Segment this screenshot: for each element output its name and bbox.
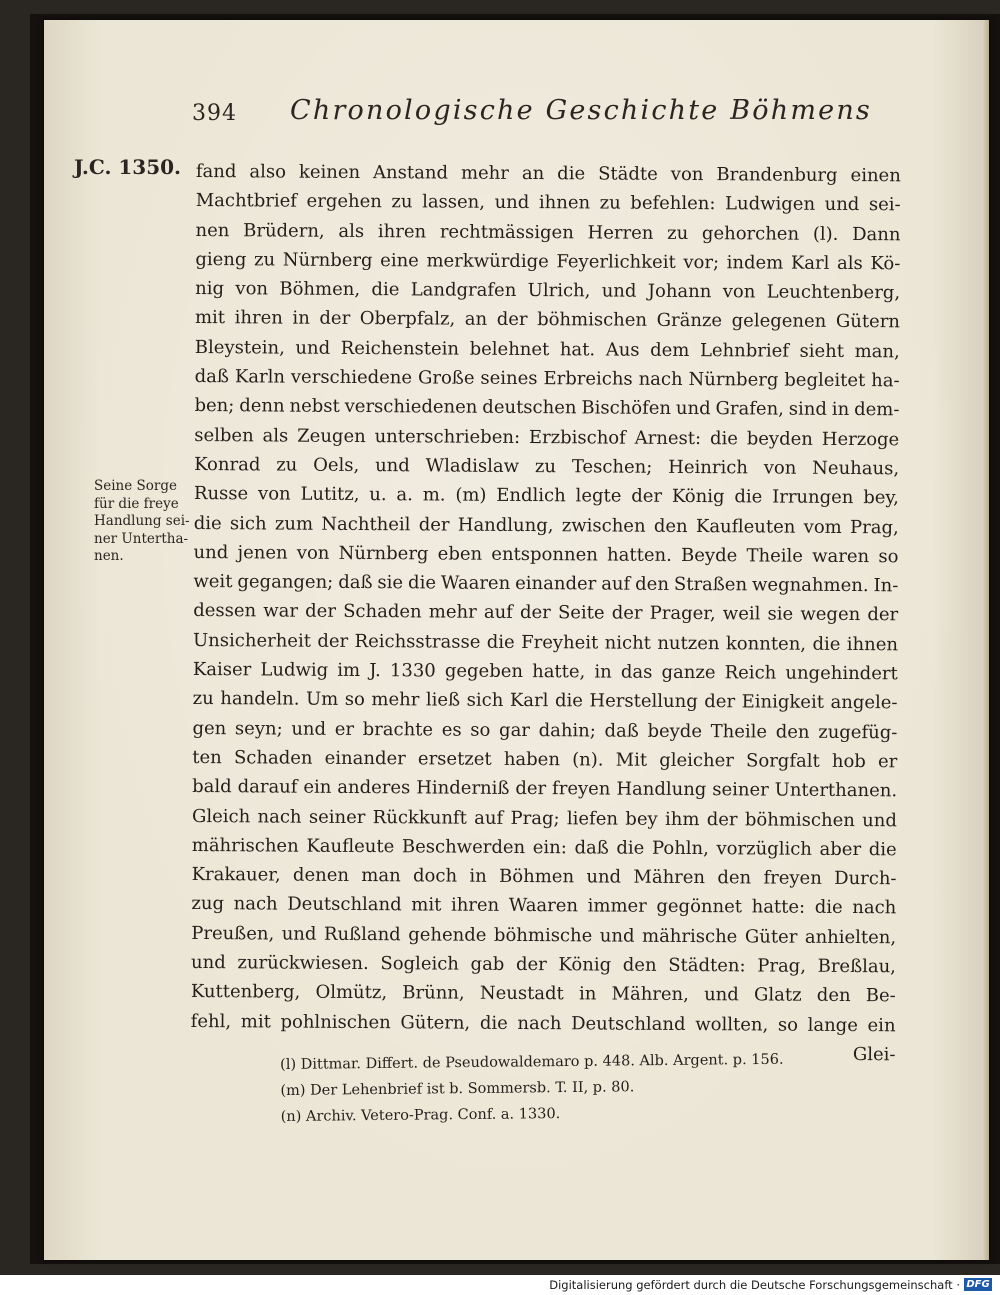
body-line: daß Karln verschiedene Große seines Erbreichs nach Nürnberg begleitet ha- [194, 366, 900, 392]
body-line: gieng zu Nürnberg eine merkwürdige Feyerlichkeit vor; indem Karl als Kö- [195, 248, 901, 275]
body-line: Russe von Lutitz, u. a. m. (m) Endlich legte der König die Irrungen bey, [193, 483, 899, 509]
body-line: Kuttenberg, Olmütz, Brünn, Neustadt in Mähren, und Glatz den Be- [190, 981, 896, 1007]
body-line: Preußen, und Rußland gehende böhmische und mährische Güter anhielten, [191, 922, 897, 949]
body-line: zug nach Deutschland mit ihren Waaren immer gegönnet hatte: die nach [191, 893, 897, 919]
page-number: 394 [192, 101, 237, 126]
body-text [190, 157, 901, 1069]
footnote-l: (l) Dittmar. Differt. de Pseudowaldemaro p. 448. Alb. Argent. p. 156. [280, 1051, 784, 1073]
footnote-m: (m) Der Lehenbrief ist b. Sommersb. T. II, p. 80. [280, 1079, 635, 1099]
footnotes [280, 1047, 784, 1130]
body-line: Bleystein, und Reichenstein belehnet hat. Aus dem Lehnbrief sieht man, [194, 336, 900, 363]
body-line: gen seyn; und er brachte es so gar dahin; daß beyde Theile den zugefüg- [192, 717, 898, 743]
body-line: weit gegangen; daß sie die Waaren einander auf den Straßen wegnahmen. In- [193, 571, 899, 597]
body-line: mährischen Kaufleute Beschwerden ein: daß die Pohln, vorzüglich aber die [191, 834, 897, 861]
body-line: zu handeln. Um so mehr ließ sich Karl die Herstellung der Einigkeit angele- [192, 688, 898, 714]
body-line: fehl, mit pohlnischen Gütern, die nach Deutschland wollten, so lange ein [190, 1010, 896, 1036]
body-line: nig von Böhmen, die Landgrafen Ulrich, und Johann von Leuchtenberg, [195, 278, 901, 304]
body-line: mit ihren in der Oberpfalz, an der böhmischen Gränze gelegenen Gütern [194, 307, 901, 333]
body-line: Unsicherheit der Reichsstrasse die Freyheit nicht nutzen konnten, die ihnen [192, 629, 899, 656]
year-marginal: J.C. 1350. [74, 155, 181, 179]
body-line: Konrad zu Oels, und Wladislaw zu Teschen; Heinrich von Neuhaus, [194, 453, 900, 480]
body-line: Krakauer, denen man doch in Böhmen und Mähren den freyen Durch- [191, 864, 897, 890]
body-line: Glei- [852, 1043, 896, 1066]
body-line: fand also keinen Anstand mehr an die Städte von Brandenburg einen [195, 160, 901, 187]
body-line: die sich zum Nachtheil der Handlung, zwischen den Kaufleuten vom Prag, [193, 512, 899, 538]
body-line: dessen war der Schaden mehr auf der Seite der Prager, weil sie wegen der [193, 600, 899, 626]
body-line: bald darauf ein anderes Hinderniß der freyen Handlung seiner Unterthanen. [192, 776, 898, 802]
body-line: nen Brüdern, als ihren rechtmässigen Herren zu gehorchen (l). Dann [195, 219, 901, 245]
margin-note-line: Handlung sei- [94, 513, 190, 529]
body-line: Machtbrief ergehen zu lassen, und ihnen zu befehlen: Ludwigen und sei- [195, 190, 901, 216]
funding-credit: Digitalisierung gefördert durch die Deutsche Forschungsgemeinschaft · [549, 1278, 960, 1292]
running-title: Chronologische Geschichte Böhmens [290, 95, 872, 126]
page-header [192, 95, 872, 135]
margin-note-line: ner Untertha- [94, 530, 189, 547]
digitization-footer [0, 1275, 1000, 1295]
margin-note-line: nen. [94, 548, 124, 564]
page-edge [983, 20, 989, 1260]
body-line: selben als Zeugen unterschrieben: Erzbischof Arnest: die beyden Herzoge [194, 424, 900, 450]
margin-note-line: für die freye [94, 495, 179, 512]
body-line: ten Schaden einander ersetzet haben (n). Mit gleicher Sorgfalt hob er [192, 746, 898, 773]
body-line: und jenen von Nürnberg eben entsponnen hatten. Beyde Theile waren so [193, 541, 899, 568]
margin-note-line: Seine Sorge [94, 478, 177, 494]
footnote-n: (n) Archiv. Vetero-Prag. Conf. a. 1330. [280, 1106, 561, 1125]
margin-note [94, 478, 204, 566]
body-line: ben; denn nebst verschiedenen deutschen Bischöfen und Grafen, sind in dem- [194, 395, 900, 421]
body-line: Gleich nach seiner Rückkunft auf Prag; liefen bey ihm der böhmischen und [191, 805, 897, 831]
body-line: Kaiser Ludwig im J. 1330 gegeben hatte, in das ganze Reich ungehindert [192, 659, 898, 685]
dfg-logo: DFG [964, 1278, 992, 1291]
body-line: und zurückwiesen. Sogleich gab der König den Städten: Prag, Breßlau, [191, 952, 897, 978]
